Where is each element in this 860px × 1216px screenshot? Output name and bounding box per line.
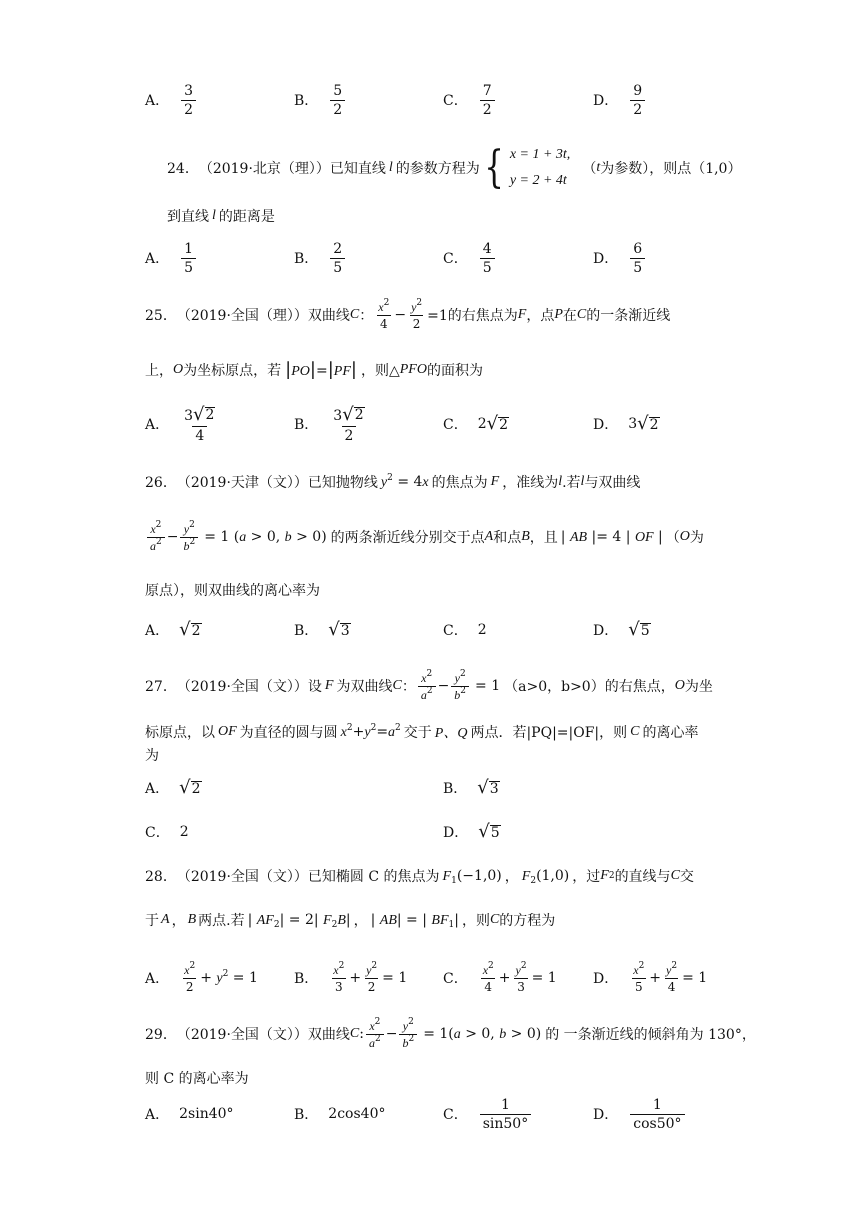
q28-option-b[interactable]: B． $\frac{x^2}{3}$ + $\frac{y^2}{2}$ = 1 — [294, 960, 408, 994]
q28-options — [0, 958, 860, 998]
q26-stem-line3: 原点），则双曲线的离心率为 — [145, 583, 320, 599]
square-root: √ 2 — [637, 413, 659, 434]
square-root: √ 2 — [179, 777, 201, 798]
q25-option-d[interactable]: D． 3 √ 2 — [593, 413, 659, 434]
q24-options — [0, 238, 860, 278]
q25-option-a[interactable]: A． 3 √ 2 4 — [145, 404, 220, 444]
q23-option-a[interactable]: A． $\frac{3}{2}$ — [145, 80, 198, 120]
fraction: $\frac{y^2}{2}$ — [366, 960, 378, 994]
fraction: $\frac{x^2}{2}$ — [184, 960, 196, 994]
q28-stem-line2: 于 A ， B 两点.若 | $AF_2| = 2|$ $F_2B|$ ， | AB| = | $BF_1|$ ，则 C 的方程为 — [145, 911, 556, 930]
fraction: $\frac{1}{\cos 50^\circ}$ — [630, 1098, 684, 1131]
system-brace: { — [484, 142, 504, 193]
square-root: √ 2 — [179, 619, 201, 640]
parabola-equation: $y^2 = 4x$ — [380, 472, 429, 490]
q27-option-d[interactable]: D． √ 5 — [443, 821, 500, 842]
fraction: $\frac{9}{2}$ — [630, 84, 645, 117]
hyperbola-term-y: $\frac{y^2}{b^2}$ — [451, 672, 469, 701]
q24-stem-line2: 到直线 l 的距离是 — [167, 208, 275, 225]
fraction: $\frac{y^2}{4}$ — [666, 960, 678, 994]
q24-stem: 24． （2019·北京（理）） 已知直线 l 的参数方程为 { x = 1 + 3t, y = 2 + 4t （ t 为参数），则点（1,0） — [167, 142, 742, 193]
q25-stem: 25． （2019·全国（理）） 双曲线 C ： $\frac{x^2}{4}$ − $\frac{y^2}{2}$ =1的右焦点为 F ，点 P 在 C 的一条渐近线 — [145, 297, 671, 331]
q24-option-b[interactable]: B． $\frac{2}{5}$ — [294, 238, 347, 278]
q26-option-a[interactable]: A． √ 2 — [145, 619, 201, 640]
question-number: 24． — [167, 161, 199, 177]
fraction: $\frac{y^2}{3}$ — [515, 960, 527, 994]
fraction: $\frac{x^2}{5}$ — [633, 960, 645, 994]
circle-equation: $x^2+y^2=a^2$ — [340, 722, 401, 740]
q27-stem-line2: 标原点，以 OF 为直径的圆与圆 $x^2+y^2=a^2$ 交于 P、Q 两点．若|PQ|=|OF|，则 C 的离心率 — [145, 722, 699, 741]
question-number: 26． — [145, 475, 177, 491]
parametric-system: x = 1 + 3t, y = 2 + 4t — [509, 147, 571, 188]
q29-options — [0, 1094, 860, 1134]
q25-stem-line2: 上， O 为坐标原点，若 |PO|=|PF| ，则△ PFO 的面积为 — [145, 358, 483, 380]
q27-option-b[interactable]: B． √ 3 — [443, 777, 499, 798]
q27-option-c[interactable]: C． 2 — [145, 824, 189, 841]
q23-options — [0, 80, 860, 120]
q26-option-d[interactable]: D． √ 5 — [593, 619, 650, 640]
ab-eq-4of: | AB |= 4 | OF | — [560, 528, 663, 545]
q26-option-b[interactable]: B． √ 3 — [294, 619, 350, 640]
fraction: 3 √ 2 4 — [184, 403, 215, 444]
hyperbola-term-x: $\frac{x^2}{a^2}$ — [418, 672, 436, 701]
square-root: √ 3 — [477, 777, 499, 798]
fraction: $\frac{4}{5}$ — [480, 242, 495, 275]
q23-option-c[interactable]: C． $\frac{7}{2}$ — [443, 80, 497, 120]
hyperbola-term-y: $\frac{y^2}{b^2}$ — [399, 1020, 417, 1049]
question-source: （2019·北京（理）） — [198, 161, 330, 177]
square-root: √ 3 — [328, 619, 350, 640]
ab-eq-bf1: | AB| = | $BF_1|$ — [370, 911, 459, 930]
q24-option-c[interactable]: C． $\frac{4}{5}$ — [443, 238, 497, 278]
question-number: 27． — [145, 679, 177, 695]
q29-option-d[interactable]: D． $\frac{1}{\cos 50^\circ}$ — [593, 1094, 687, 1134]
fraction: $\frac{x^2}{3}$ — [333, 960, 345, 994]
q27-options-row1 — [0, 768, 860, 808]
q25-option-c[interactable]: C． 2 √ 2 — [443, 413, 509, 434]
q26-stem-line2: $\frac{x^2}{a^2}$ − $\frac{y^2}{b^2}$ = 1 (a > 0, b > 0) 的两条渐近线分别交于点 A 和点 B ，且 | AB |= 4 | OF | （ O 为 — [145, 518, 704, 556]
q24-option-a[interactable]: A． $\frac{1}{5}$ — [145, 238, 198, 278]
fraction: $\frac{7}{2}$ — [480, 84, 495, 117]
q29-stem: 29． （2019·全国（文）） 双曲线 C : $\frac{x^2}{a^2}$ − $\frac{y^2}{b^2}$ = 1(a > 0, b > 0) 的 一条渐近线的倾斜角为 130°， — [145, 1016, 756, 1050]
focus-f1: $F_1(-1,0)$ — [442, 867, 502, 886]
q26-options — [0, 610, 860, 650]
question-number: 25． — [145, 308, 177, 324]
q25-options — [0, 404, 860, 444]
q26-stem: 26． （2019·天津（文）） 已知抛物线 $y^2 = 4x$ 的焦点为 F ，准线为 l .若 l 与双曲线 — [145, 472, 641, 491]
q29-option-b[interactable]: B． 2cos40° — [294, 1106, 386, 1123]
fraction: $\frac{3}{2}$ — [181, 84, 196, 117]
fraction: $\frac{1}{5}$ — [181, 242, 196, 275]
q28-stem: 28． （2019·全国（文）） 已知椭圆 C 的焦点为 $F_1(-1,0)$ ， $F_2(1,0)$ ，过 F 2 的直线与 C 交 — [145, 867, 694, 886]
focus-f2: $F_2(1,0)$ — [521, 867, 570, 886]
q23-option-b[interactable]: B． $\frac{5}{2}$ — [294, 80, 347, 120]
fraction: $\frac{5}{2}$ — [330, 84, 345, 117]
hyperbola-term-x: $\frac{x^2}{4}$ — [378, 297, 390, 331]
square-root: √ 5 — [628, 619, 650, 640]
q28-option-a[interactable]: A． $\frac{x^2}{2}$ + $y^2 = 1$ — [145, 960, 258, 994]
square-root: √ 5 — [478, 821, 500, 842]
question-source: （2019·全国（文）） — [176, 679, 308, 695]
hyperbola-term-x: $\frac{x^2}{a^2}$ — [147, 523, 165, 552]
q27-options-row2 — [0, 812, 860, 852]
question-number: 29． — [145, 1027, 177, 1043]
q26-option-c[interactable]: C． 2 — [443, 622, 487, 639]
q27-option-a[interactable]: A． √ 2 — [145, 777, 201, 798]
question-source: （2019·全国（理）） — [176, 308, 308, 324]
fraction: $\frac{6}{5}$ — [630, 242, 645, 275]
square-root: √ 2 — [486, 413, 509, 434]
q24-option-d[interactable]: D． $\frac{6}{5}$ — [593, 238, 647, 278]
q29-option-c[interactable]: C． $\frac{1}{\sin 50^\circ}$ — [443, 1094, 533, 1134]
question-source: （2019·天津（文）） — [176, 475, 308, 491]
question-source: （2019·全国（文）） — [176, 1027, 308, 1043]
question-number: 28． — [145, 869, 177, 885]
q28-option-d[interactable]: D． $\frac{x^2}{5}$ + $\frac{y^2}{4}$ = 1 — [593, 960, 708, 994]
hyperbola-term-y: $\frac{y^2}{b^2}$ — [180, 523, 198, 552]
hyperbola-term-x: $\frac{x^2}{a^2}$ — [366, 1020, 384, 1049]
q25-option-b[interactable]: B． 3 √ 2 2 — [294, 404, 370, 444]
question-source: （2019·全国（文）） — [176, 869, 308, 885]
hyperbola-condition: = 1 (a > 0, b > 0) — [204, 528, 327, 545]
q27-stem-line3: 为 — [145, 748, 159, 764]
q23-option-d[interactable]: D． $\frac{9}{2}$ — [593, 80, 647, 120]
abs-po-eq-pf: |PO|=|PF| — [285, 358, 357, 380]
q29-stem-line2: 则 C 的离心率为 — [145, 1071, 249, 1087]
q27-stem: 27． （2019·全国（文）） 设 F 为双曲线 C ： $\frac{x^2}{a^2}$ − $\frac{y^2}{b^2}$ = 1 （a>0，b>0）的右焦点， O 为坐 — [145, 668, 713, 702]
fraction: 3 √ 2 2 — [333, 403, 364, 444]
af2-eq-2f2b: | $AF_2| = 2|$ $F_2B|$ — [247, 911, 351, 930]
q29-option-a[interactable]: A． 2sin40° — [145, 1106, 234, 1123]
fraction: $\frac{x^2}{4}$ — [482, 960, 494, 994]
hyperbola-term-y: $\frac{y^2}{2}$ — [411, 297, 423, 331]
fraction: $\frac{1}{\sin 50^\circ}$ — [480, 1098, 532, 1131]
fraction: $\frac{2}{5}$ — [330, 242, 345, 275]
q28-option-c[interactable]: C． $\frac{x^2}{4}$ + $\frac{y^2}{3}$ = 1 — [443, 960, 557, 994]
